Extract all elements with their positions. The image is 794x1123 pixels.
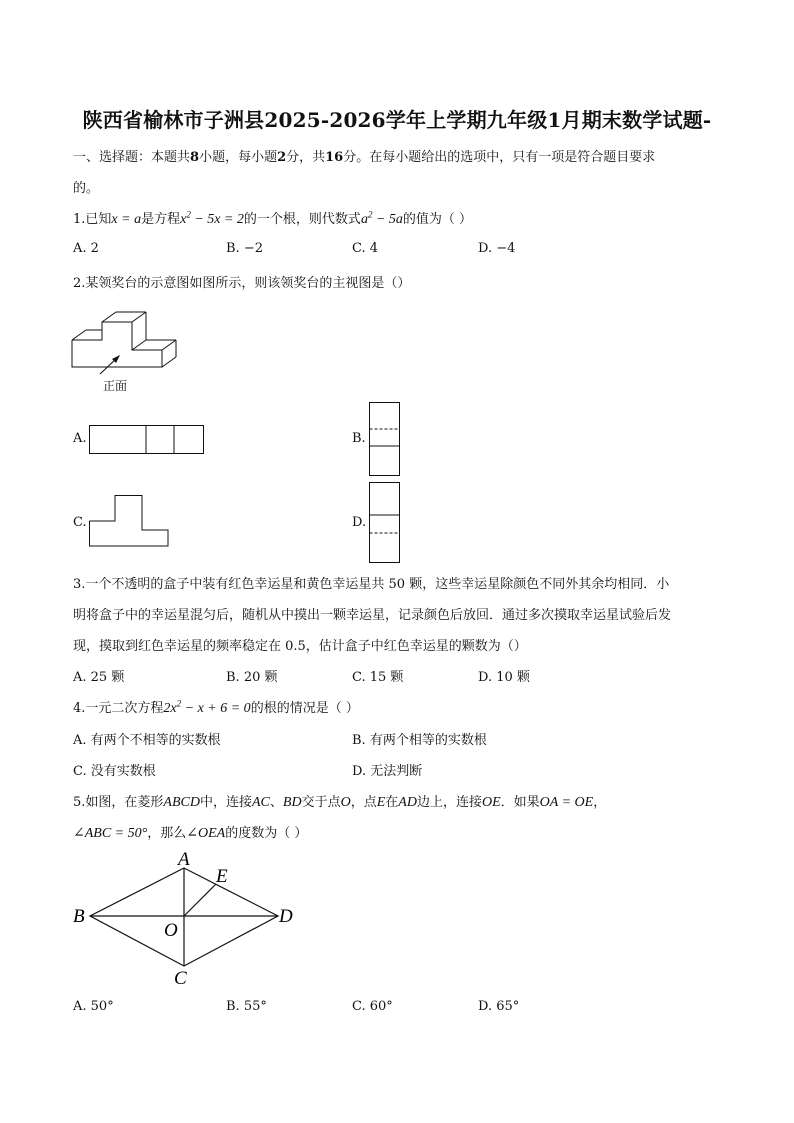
section-heading-wrap: 的。 bbox=[73, 181, 100, 196]
q1-option-a: A. 2 bbox=[73, 241, 99, 256]
q4-option-c: C. 没有实数根 bbox=[73, 764, 156, 779]
section-heading-text: 一、选择题：本题共 bbox=[73, 150, 191, 165]
q2-option-d-figure bbox=[369, 482, 401, 564]
q5-option-a: A. 50° bbox=[73, 999, 114, 1014]
point-label-d: D bbox=[279, 906, 293, 927]
section-heading bbox=[73, 146, 655, 165]
q3-option-b: B. 20 颗 bbox=[226, 670, 278, 685]
q4-equation: $2x^2 - x + 6 = 0$ bbox=[163, 698, 251, 716]
q5-angle-oea: ∠OEA bbox=[186, 826, 226, 841]
q1-expression: $a^2 - 5a$ bbox=[360, 209, 403, 227]
q1-equation-root: x = a bbox=[111, 212, 142, 227]
q1-option-c: C. 4 bbox=[352, 241, 379, 256]
question-3-line-2: 明将盒子中的幸运星混匀后，随机从中摸出一颗幸运星，记录颜色后放回．通过多次摸取幸运星试验后发 bbox=[73, 608, 672, 623]
point-label-c: C bbox=[174, 968, 187, 989]
segment-oe bbox=[184, 884, 216, 916]
q1-mid2: 的一个根，则代数式 bbox=[243, 212, 361, 227]
point-label-o: O bbox=[164, 920, 178, 941]
q1-option-d: D. −4 bbox=[478, 241, 516, 256]
q5-option-c: C. 60° bbox=[352, 999, 393, 1014]
q1-prefix: 1.已知 bbox=[73, 212, 112, 227]
q4-option-a: A. 有两个不相等的实数根 bbox=[73, 733, 221, 748]
question-3-line-1: 3.一个不透明的盒子中装有红色幸运星和黄色幸运星共 50 颗，这些幸运星除颜色不同外其余均相同．小 bbox=[73, 577, 670, 592]
q2-option-b-figure bbox=[369, 402, 401, 476]
q1-suffix: 的值为（ ） bbox=[402, 212, 473, 227]
figure-label-front: 正面 bbox=[103, 379, 128, 393]
section-heading-text: 小题，每小题 bbox=[199, 150, 278, 165]
q2-option-a-figure bbox=[89, 425, 205, 455]
question-2: 2.某领奖台的示意图如图所示，则该领奖台的主视图是（） bbox=[73, 276, 411, 291]
q2-option-c-figure bbox=[89, 495, 171, 549]
q3-option-d: D. 10 颗 bbox=[478, 670, 530, 685]
q2-option-c-label: C. bbox=[73, 515, 87, 530]
points-total: 16 bbox=[325, 150, 344, 165]
q4-option-b: B. 有两个相等的实数根 bbox=[352, 733, 487, 748]
section-heading-text: 分。在每小题给出的选项中，只有一项是符合题目要求 bbox=[343, 150, 656, 165]
q1-mid: 是方程 bbox=[141, 212, 181, 227]
q3-option-a: A. 25 颗 bbox=[73, 670, 125, 685]
points-each: 2 bbox=[277, 150, 287, 165]
q4-option-d: D. 无法判断 bbox=[352, 764, 423, 779]
q1-option-b: B. −2 bbox=[226, 241, 263, 256]
q2-option-a-label: A. bbox=[73, 431, 87, 446]
question-count: 8 bbox=[190, 150, 200, 165]
rhombus-figure bbox=[70, 848, 300, 988]
section-heading-text: 分，共 bbox=[286, 150, 326, 165]
q1-equation: $x^2 - 5x = 2$ bbox=[180, 209, 244, 227]
page-title: 陕西省榆林市子洲县2025-2026学年上学期九年级1月期末数学试题- bbox=[82, 108, 712, 132]
podium-figure bbox=[70, 296, 182, 372]
point-label-e: E bbox=[216, 866, 228, 887]
q2-option-b-label: B. bbox=[352, 431, 366, 446]
q2-option-d-label: D. bbox=[352, 515, 367, 530]
q5-option-d: D. 65° bbox=[478, 999, 520, 1014]
question-5-line-1: 5.如图，在菱形ABCD中，连接AC、BD交于点O，点E在AD边上，连接OE．如果OA = OE， bbox=[73, 795, 607, 810]
q5-option-b: B. 55° bbox=[226, 999, 267, 1014]
question-3-line-3: 现，摸取到红色幸运星的频率稳定在 0.5，估计盒子中红色幸运星的颗数为（） bbox=[73, 639, 527, 654]
question-1 bbox=[73, 208, 472, 228]
q4-suffix: 的根的情况是（ ） bbox=[250, 701, 359, 716]
q3-option-c: C. 15 颗 bbox=[352, 670, 404, 685]
question-5-line-2: ∠ABC = 50°，那么∠OEA的度数为（ ） bbox=[73, 826, 308, 841]
question-4 bbox=[73, 697, 359, 717]
q5-angle-abc: ∠ABC = 50° bbox=[73, 826, 148, 841]
q4-prefix: 4.一元二次方程 bbox=[73, 701, 164, 716]
point-label-b: B bbox=[73, 906, 85, 927]
point-label-a: A bbox=[178, 849, 190, 870]
